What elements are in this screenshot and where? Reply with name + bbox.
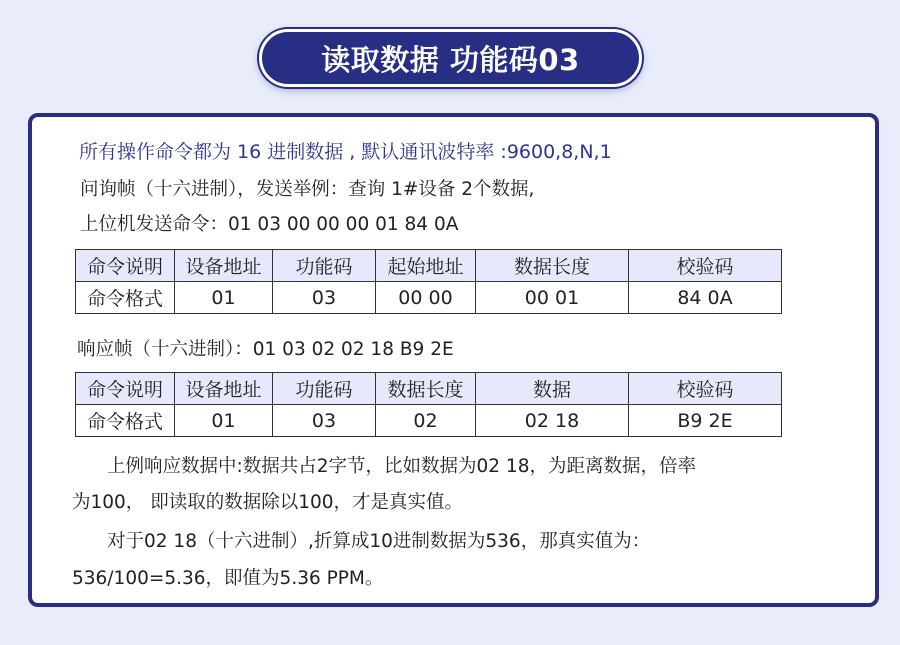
intro-line: 所有操作命令都为 16 进制数据 , 默认通讯波特率 :9600,8,N,1 — [79, 141, 612, 163]
table-header-cell: 命令说明 — [76, 373, 175, 405]
page-title: 读取数据 功能码03 — [259, 29, 642, 87]
response-frame-line: 响应帧（十六进制）：01 03 02 02 18 B9 2E — [77, 339, 454, 360]
table-cell: 01 — [175, 405, 273, 437]
table-cell: 03 — [273, 282, 376, 314]
table-header-cell: 功能码 — [273, 250, 376, 282]
query-frame-line: 问询帧（十六进制），发送举例：查询 1#设备 2个数据, — [80, 179, 535, 200]
table-cell: 03 — [273, 405, 376, 437]
table-cell: 00 00 — [376, 282, 476, 314]
explanation-line: 对于02 18（十六进制）,折算成10进制数据为536，那真实值为： — [107, 531, 651, 552]
query-frame-table — [75, 249, 782, 314]
table-cell: 02 — [376, 405, 476, 437]
table-cell: B9 2E — [629, 405, 782, 437]
table-cell: 命令格式 — [76, 282, 175, 314]
table-cell: 01 — [175, 282, 273, 314]
explanation-line: 上例响应数据中:数据共占2字节，比如数据为02 18，为距离数据，倍率 — [107, 456, 696, 477]
explanation-line: 为100， 即读取的数据除以100，才是真实值。 — [72, 492, 464, 513]
table-header-cell: 校验码 — [629, 250, 782, 282]
table-header-row — [76, 250, 782, 282]
table-header-cell: 数据长度 — [476, 250, 629, 282]
table-header-cell: 设备地址 — [175, 250, 273, 282]
table-header-cell: 数据长度 — [376, 373, 476, 405]
table-row — [76, 405, 782, 437]
table-row — [76, 282, 782, 314]
table-header-cell: 校验码 — [629, 373, 782, 405]
table-header-cell: 数据 — [476, 373, 629, 405]
explanation-line: 536/100=5.36，即值为5.36 PPM。 — [72, 568, 384, 589]
table-cell: 命令格式 — [76, 405, 175, 437]
host-send-command-line: 上位机发送命令：01 03 00 00 00 01 84 0A — [80, 214, 459, 235]
response-frame-table — [75, 372, 782, 437]
table-cell: 84 0A — [629, 282, 782, 314]
table-header-cell: 命令说明 — [76, 250, 175, 282]
table-header-cell: 设备地址 — [175, 373, 273, 405]
table-cell: 02 18 — [476, 405, 629, 437]
table-header-cell: 功能码 — [273, 373, 376, 405]
table-cell: 00 01 — [476, 282, 629, 314]
table-header-cell: 起始地址 — [376, 250, 476, 282]
table-header-row — [76, 373, 782, 405]
